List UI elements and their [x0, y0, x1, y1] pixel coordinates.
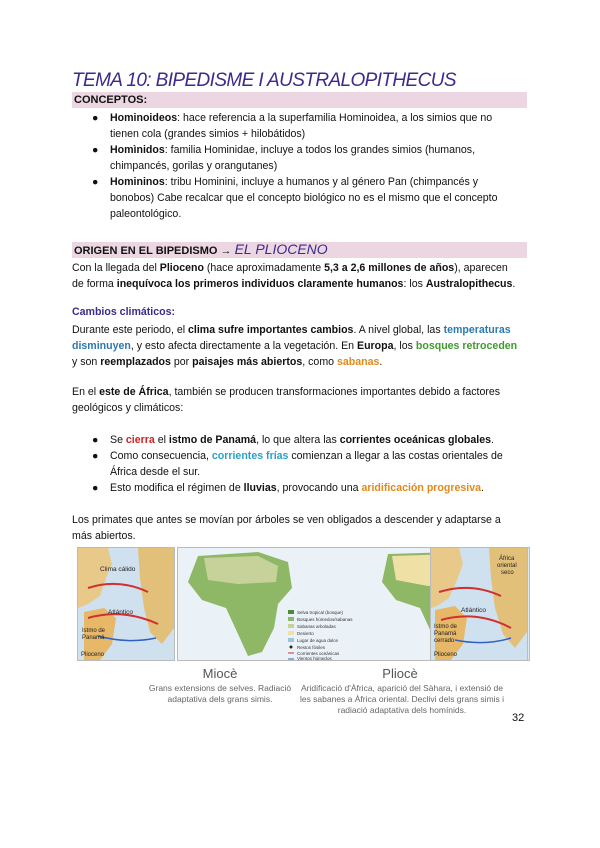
miocene-ocean-map: [77, 547, 175, 661]
svg-text:Panamá: Panamá: [434, 631, 457, 637]
svg-text:Restos fósiles: Restos fósiles: [297, 645, 326, 650]
africa-paragraph: En el este de África, también se producen transformaciones importantes debido a factores geológicos y climáticos:: [72, 386, 501, 414]
list-item: ● Esto modifica el régimen de lluvias, provocando una aridificación progresiva.: [92, 482, 484, 494]
conceptos-heading: CONCEPTOS:: [74, 94, 148, 106]
svg-text:Lugar de agua dulce: Lugar de agua dulce: [297, 638, 339, 643]
miocene-map-svg: [78, 548, 174, 660]
svg-text:Desierto: Desierto: [297, 631, 314, 636]
svg-text:África: África: [499, 556, 515, 562]
svg-text:Atlántico: Atlántico: [108, 609, 133, 616]
cambios-paragraph: Durante este periodo, el clima sufre importantes cambios. A nivel global, las temperaturas disminuyen, y esto afecta directamente a la vegetación. En Europa, los bosques retroceden y son reemplazados por paisajes más abiertos, como sabanas.: [72, 324, 518, 368]
pliocene-ocean-map: [430, 547, 528, 661]
svg-text:Istmo de: Istmo de: [82, 628, 106, 634]
list-item: ● Homìnidos: familia Hominidae, incluye a todos los grandes simios (humanos, chimpancés, gorilas y orangutanes): [92, 144, 476, 172]
cambios-heading: Cambios climáticos:: [72, 306, 176, 318]
list-item: ● Se cierra el istmo de Panamá, lo que altera las corrientes oceánicas globales.: [92, 434, 494, 446]
svg-text:Corrientes oceánicas: Corrientes oceánicas: [297, 651, 340, 656]
svg-text:Panamá: Panamá: [82, 635, 105, 641]
svg-text:oriental: oriental: [497, 563, 517, 569]
svg-text:Atlántico: Atlántico: [461, 607, 486, 614]
miocene-caption: Grans extensions de selves. Radiació adaptativa dels grans simis.: [148, 683, 292, 704]
svg-text:seco: seco: [501, 570, 514, 576]
pliocene-map-svg: [431, 548, 527, 660]
svg-text:Plioceno: Plioceno: [81, 652, 105, 658]
list-item: ● Como consecuencia, corrientes frías comienzan a llegar a las costas orientales de África desde el sur.: [92, 450, 503, 478]
list-item: ● Hominoideos: hace referencia a la superfamilia Hominoidea, a los simios que no tienen cola (grandes simios + hilobátidos): [92, 112, 493, 140]
primates-paragraph: Los primates que antes se movían por árboles se ven obligados a descender y adaptarse a más abiertos.: [72, 514, 501, 542]
pliocene-title: Pliocè: [382, 666, 418, 681]
origen-paragraph: Con la llegada del Plioceno (hace aproximadamente 5,3 a 2,6 millones de años), aparecen de forma inequívoca los primeros individuos claramente humanos: los Australopithecus.: [72, 262, 516, 290]
svg-text:Plioceno: Plioceno: [434, 652, 458, 658]
svg-text:Bosques húmedos/sabanas: Bosques húmedos/sabanas: [297, 617, 353, 622]
svg-text:Selva tropical (bosque): Selva tropical (bosque): [297, 610, 344, 615]
svg-text:Sabanas arboladas: Sabanas arboladas: [297, 624, 336, 629]
svg-text:cerrado: cerrado: [434, 638, 455, 644]
page-title: TEMA 10: BIPEDISME I AUSTRALOPITHECUS: [72, 70, 456, 91]
list-item: ● Homininos: tribu Hominini, incluye a humanos y al género Pan (chimpancés y bonobos) Cabe recalcar que el concepto biológico no es el mismo que el concepto paleontológico.: [92, 176, 498, 220]
miocene-title: Miocè: [202, 666, 238, 681]
page-number: 32: [512, 712, 525, 724]
label-clima: Clima cálido: [100, 566, 136, 573]
svg-text:Vientos húmedos: Vientos húmedos: [297, 656, 332, 660]
svg-text:Istmo de: Istmo de: [434, 624, 458, 630]
pliocene-caption: Aridificació d'Àfrica, aparició del Sàhara, i extensió de les sabanes a Àfrica oriental. Declivi dels grans simis i radiació adaptativa dels homínids.: [299, 683, 505, 715]
origen-heading: ORIGEN EN EL BIPEDISMO → EL PLIOCENO: [74, 241, 328, 257]
